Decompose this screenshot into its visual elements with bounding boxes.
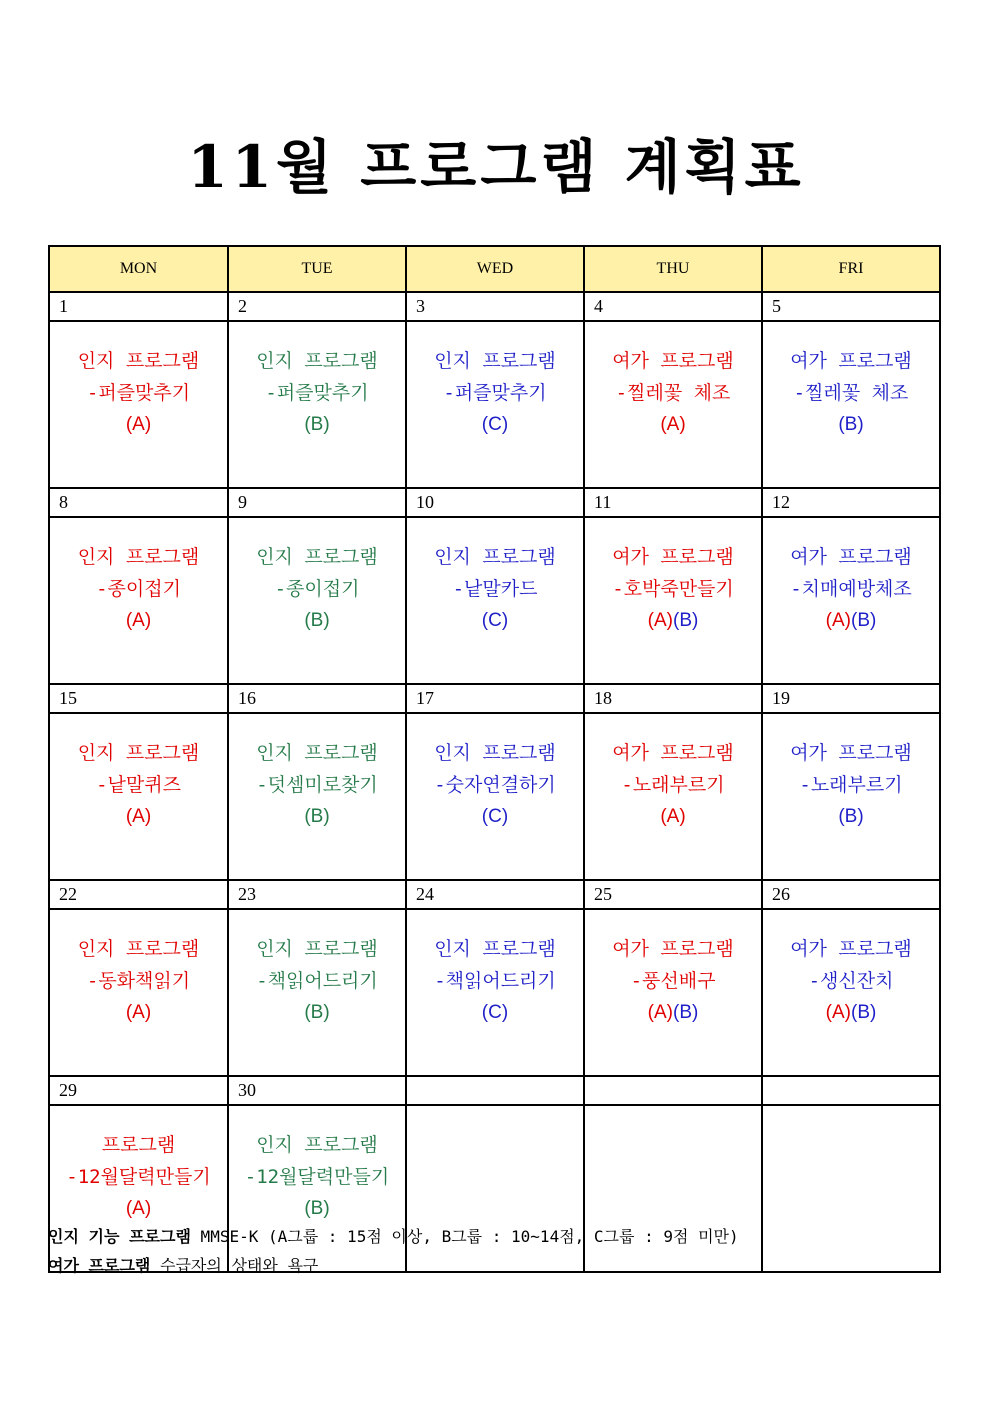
group-label: (B) (838, 806, 864, 827)
program-category: 인지 프로그램 (434, 350, 556, 372)
program-cell (49, 321, 228, 488)
program-cell (584, 517, 762, 684)
program-groups (229, 605, 405, 637)
program-activity: -퍼즐맞추기 (443, 382, 547, 404)
program-category: 인지 프로그램 (434, 742, 556, 764)
date-number: 16 (228, 684, 406, 713)
group-label: (A) (647, 610, 673, 631)
legend-notes (48, 1222, 948, 1280)
program-cell (406, 517, 584, 684)
program-groups (585, 801, 761, 833)
program-groups (407, 409, 583, 441)
program-groups (50, 1193, 227, 1225)
program-activity: -책읽어드리기 (256, 970, 378, 992)
program-activity: -책읽어드리기 (434, 970, 556, 992)
note-leisure-text: 수급자의 상태와 욕구 (150, 1256, 319, 1275)
program-category: 프로그램 (101, 1134, 176, 1156)
date-number: 30 (228, 1076, 406, 1105)
group-label: (A) (825, 1002, 851, 1023)
calendar-body (49, 292, 940, 1272)
program-category: 인지 프로그램 (256, 742, 378, 764)
program-activity: -퍼즐맞추기 (86, 382, 191, 404)
program-cell (762, 909, 940, 1076)
date-number: 24 (406, 880, 584, 909)
date-number (584, 1076, 762, 1105)
program-activity: -노래부르기 (621, 774, 725, 796)
header-tue: TUE (228, 246, 406, 292)
program-category: 여가 프로그램 (790, 742, 912, 764)
group-label: (A) (825, 610, 851, 631)
program-activity: -12월달력만들기 (66, 1166, 211, 1188)
date-row (49, 488, 940, 517)
date-number: 29 (49, 1076, 228, 1105)
group-label: (C) (481, 414, 509, 435)
program-groups (229, 409, 405, 441)
program-category: 여가 프로그램 (612, 938, 734, 960)
group-label: (C) (481, 610, 509, 631)
program-groups (585, 409, 761, 441)
program-activity: -노래부르기 (799, 774, 903, 796)
program-category: 여가 프로그램 (612, 350, 734, 372)
program-row (49, 909, 940, 1076)
program-groups (229, 801, 405, 833)
header-wed: WED (406, 246, 584, 292)
date-number: 25 (584, 880, 762, 909)
date-number: 15 (49, 684, 228, 713)
program-groups (585, 605, 761, 637)
group-label: (B) (304, 414, 330, 435)
date-number: 19 (762, 684, 940, 713)
program-row (49, 517, 940, 684)
program-category: 인지 프로그램 (256, 938, 378, 960)
group-label: (A) (660, 414, 686, 435)
group-label: (A) (125, 1002, 152, 1023)
group-label: (A) (125, 806, 152, 827)
note-leisure (48, 1251, 948, 1280)
program-activity: -숫자연결하기 (434, 774, 556, 796)
program-groups (407, 997, 583, 1029)
program-groups (50, 605, 227, 637)
program-groups (229, 1193, 405, 1225)
date-number: 5 (762, 292, 940, 321)
header-thu: THU (584, 246, 762, 292)
program-cell (49, 517, 228, 684)
program-groups (585, 997, 761, 1029)
group-label: (B) (304, 610, 330, 631)
program-category: 여가 프로그램 (612, 546, 734, 568)
program-cell (406, 713, 584, 880)
note-leisure-label: 여가 프로그램 (48, 1256, 151, 1275)
program-cell (228, 909, 406, 1076)
program-groups (763, 997, 939, 1029)
date-number: 18 (584, 684, 762, 713)
group-label: (A) (660, 806, 686, 827)
program-calendar-table (48, 245, 941, 1273)
group-label: (B) (838, 414, 864, 435)
group-label: (B) (304, 1002, 330, 1023)
date-number (762, 1076, 940, 1105)
date-number: 9 (228, 488, 406, 517)
program-cell (228, 713, 406, 880)
program-category: 인지 프로그램 (256, 1134, 378, 1156)
program-category: 인지 프로그램 (77, 938, 200, 960)
program-groups (407, 605, 583, 637)
date-number (406, 1076, 584, 1105)
group-label: (B) (851, 1002, 877, 1023)
program-activity: -퍼즐맞추기 (265, 382, 369, 404)
group-label: (A) (125, 610, 152, 631)
program-groups (407, 801, 583, 833)
program-cell (762, 321, 940, 488)
date-number: 8 (49, 488, 228, 517)
date-row (49, 880, 940, 909)
group-label: (B) (673, 610, 699, 631)
group-label: (A) (125, 414, 152, 435)
date-number: 22 (49, 880, 228, 909)
program-activity: -낱말퀴즈 (96, 774, 181, 796)
program-groups (763, 801, 939, 833)
program-activity: -덧셈미로찾기 (256, 774, 378, 796)
program-activity: -찔레꽃 체조 (615, 382, 731, 404)
group-label: (C) (481, 806, 509, 827)
date-number: 3 (406, 292, 584, 321)
program-category: 인지 프로그램 (434, 938, 556, 960)
program-activity: -낱말카드 (452, 578, 538, 600)
page-title: 11월 프로그램 계획표 (187, 133, 805, 201)
program-groups (763, 605, 939, 637)
group-label: (A) (125, 1198, 152, 1219)
program-cell (49, 909, 228, 1076)
program-groups (50, 997, 227, 1029)
program-groups (229, 997, 405, 1029)
note-cognitive-text: MMSE-K (A그룹 : 15점 이상, B그룹 : 10~14점, C그룹 : 9점 미만) (190, 1227, 739, 1246)
program-groups (50, 801, 227, 833)
date-number: 23 (228, 880, 406, 909)
program-cell (584, 713, 762, 880)
program-activity: -치매예방체조 (790, 578, 912, 600)
program-cell (228, 517, 406, 684)
header-fri: FRI (762, 246, 940, 292)
group-label: (B) (673, 1002, 699, 1023)
program-category: 여가 프로그램 (612, 742, 734, 764)
program-activity: -생신잔치 (808, 970, 894, 992)
program-activity: -종이접기 (274, 578, 360, 600)
program-row (49, 321, 940, 488)
date-number: 1 (49, 292, 228, 321)
program-category: 인지 프로그램 (256, 350, 378, 372)
program-activity: -호박죽만들기 (612, 578, 734, 600)
date-number: 10 (406, 488, 584, 517)
date-row (49, 292, 940, 321)
program-category: 인지 프로그램 (434, 546, 556, 568)
group-label: (B) (304, 1198, 330, 1219)
group-label: (C) (481, 1002, 509, 1023)
date-number: 2 (228, 292, 406, 321)
group-label: (B) (851, 610, 877, 631)
date-number: 26 (762, 880, 940, 909)
program-groups (50, 409, 227, 441)
program-row (49, 713, 940, 880)
program-cell (49, 713, 228, 880)
program-cell (584, 909, 762, 1076)
program-category: 인지 프로그램 (77, 546, 200, 568)
program-category: 인지 프로그램 (77, 350, 200, 372)
program-category: 인지 프로그램 (256, 546, 378, 568)
program-category: 여가 프로그램 (790, 546, 912, 568)
program-activity: -풍선배구 (630, 970, 716, 992)
date-number: 4 (584, 292, 762, 321)
program-activity: -찔레꽃 체조 (793, 382, 909, 404)
program-activity: -종이접기 (96, 578, 181, 600)
date-number: 12 (762, 488, 940, 517)
program-category: 여가 프로그램 (790, 350, 912, 372)
program-cell (762, 517, 940, 684)
program-activity: -동화책읽기 (86, 970, 191, 992)
group-label: (A) (647, 1002, 673, 1023)
program-activity: -12월달력만들기 (244, 1166, 390, 1188)
header-mon: MON (49, 246, 228, 292)
program-category: 인지 프로그램 (77, 742, 200, 764)
program-groups (763, 409, 939, 441)
program-cell (584, 321, 762, 488)
weekday-header-row (49, 246, 940, 292)
note-cognitive (48, 1222, 948, 1251)
program-cell (762, 713, 940, 880)
date-number: 11 (584, 488, 762, 517)
program-cell (406, 909, 584, 1076)
group-label: (B) (304, 806, 330, 827)
program-category: 여가 프로그램 (790, 938, 912, 960)
date-row (49, 684, 940, 713)
date-row (49, 1076, 940, 1105)
program-cell (406, 321, 584, 488)
program-cell (228, 321, 406, 488)
date-number: 17 (406, 684, 584, 713)
note-cognitive-label: 인지 기능 프로그램 (48, 1227, 191, 1246)
